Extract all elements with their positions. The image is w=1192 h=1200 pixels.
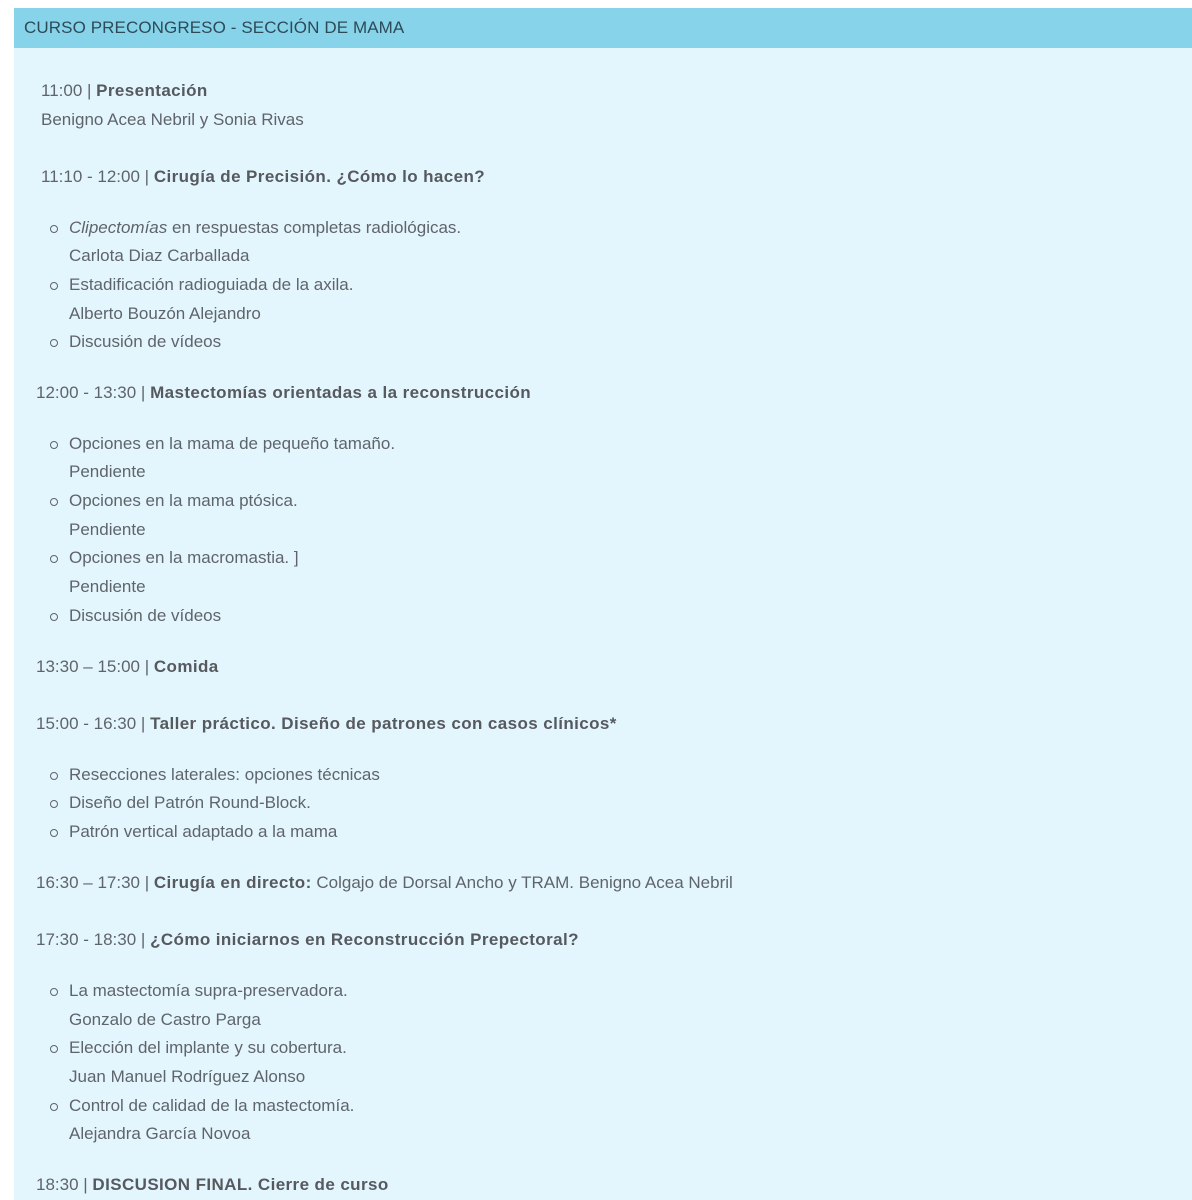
panel-header: CURSO PRECONGRESO - SECCIÓN DE MAMA xyxy=(14,8,1192,48)
item-speaker: Carlota Diaz Carballada xyxy=(69,246,250,265)
separator: | xyxy=(139,873,154,892)
circle-bullet-icon xyxy=(50,800,58,808)
separator: | xyxy=(82,81,97,100)
circle-bullet-icon xyxy=(50,225,58,233)
circle-bullet-icon xyxy=(50,441,58,449)
item-label: Patrón vertical adaptado a la mama xyxy=(69,822,338,841)
item-speaker: Alejandra García Novoa xyxy=(69,1124,251,1143)
list-item xyxy=(69,605,221,627)
session-title: Cirugía en directo: xyxy=(153,873,312,892)
session-heading xyxy=(36,1174,389,1196)
separator: | xyxy=(78,1175,93,1194)
circle-bullet-icon xyxy=(50,613,58,621)
item-label: Opciones en la mama ptósica. xyxy=(69,491,298,510)
item-label: Elección del implante y su cobertura. xyxy=(69,1038,347,1057)
item-label: Opciones en la macromastia. ] xyxy=(69,548,299,567)
list-item xyxy=(69,274,353,296)
session-title: Presentación xyxy=(96,81,208,100)
item-speaker: Gonzalo de Castro Parga xyxy=(69,1010,261,1029)
session-time: 12:00 - 13:30 xyxy=(36,383,137,402)
item-speaker: Pendiente xyxy=(69,462,146,481)
item-label: Diseño del Patrón Round-Block. xyxy=(69,793,311,812)
circle-bullet-icon xyxy=(50,1103,58,1111)
list-item xyxy=(69,433,395,455)
list-item xyxy=(69,217,461,239)
list-item xyxy=(69,1037,347,1059)
separator: | xyxy=(139,167,154,186)
session-title: DISCUSION FINAL. Cierre de curso xyxy=(92,1175,389,1194)
session-heading xyxy=(41,80,208,102)
session-time: 15:00 - 16:30 xyxy=(36,714,137,733)
list-item xyxy=(69,490,298,512)
item-emphasis: Clipectomías xyxy=(69,218,168,237)
list-item xyxy=(69,764,380,786)
circle-bullet-icon xyxy=(50,772,58,780)
session-title: Comida xyxy=(153,657,219,676)
circle-bullet-icon xyxy=(50,829,58,837)
list-item xyxy=(69,821,337,843)
session-heading xyxy=(36,656,219,678)
item-label: en respuestas completas radiológicas. xyxy=(167,218,462,237)
item-label: Control de calidad de la mastectomía. xyxy=(69,1096,355,1115)
session-time: 16:30 – 17:30 xyxy=(36,873,140,892)
list-item xyxy=(69,980,348,1002)
session-title: ¿Cómo iniciarnos en Reconstrucción Prepectoral? xyxy=(150,930,579,949)
session-time: 11:10 - 12:00 xyxy=(41,167,140,186)
session-time: 13:30 – 15:00 xyxy=(36,657,140,676)
circle-bullet-icon xyxy=(50,498,58,506)
session-heading xyxy=(36,872,733,894)
item-label: Resecciones laterales: opciones técnicas xyxy=(69,765,380,784)
list-item xyxy=(69,1095,354,1117)
item-label: Opciones en la mama de pequeño tamaño. xyxy=(69,434,396,453)
session-heading xyxy=(36,382,531,404)
item-speaker: Pendiente xyxy=(69,577,146,596)
session-title: Mastectomías orientadas a la reconstrucción xyxy=(150,383,532,402)
list-item xyxy=(69,792,311,814)
session-title: Taller práctico. Diseño de patrones con casos clínicos* xyxy=(150,714,617,733)
circle-bullet-icon xyxy=(50,555,58,563)
separator: | xyxy=(136,383,151,402)
circle-bullet-icon xyxy=(50,339,58,347)
separator: | xyxy=(136,714,151,733)
item-label: La mastectomía supra-preservadora. xyxy=(69,981,348,1000)
separator: | xyxy=(139,657,154,676)
session-time: 18:30 xyxy=(36,1175,79,1194)
session-heading xyxy=(36,929,579,951)
session-time: 11:00 xyxy=(41,81,83,100)
session-speaker: Benigno Acea Nebril y Sonia Rivas xyxy=(41,110,304,129)
circle-bullet-icon xyxy=(50,988,58,996)
item-label: Estadificación radioguiada de la axila. xyxy=(69,275,354,294)
list-item xyxy=(69,547,299,569)
item-speaker: Pendiente xyxy=(69,520,146,539)
list-item xyxy=(69,331,221,353)
item-speaker: Alberto Bouzón Alejandro xyxy=(69,304,261,323)
item-label: Discusión de vídeos xyxy=(69,332,222,351)
session-heading xyxy=(36,713,617,735)
session-time: 17:30 - 18:30 xyxy=(36,930,137,949)
session-heading xyxy=(41,166,485,188)
session-detail: Colgajo de Dorsal Ancho y TRAM. Benigno Acea Nebril xyxy=(311,873,733,892)
item-label: Discusión de vídeos xyxy=(69,606,222,625)
separator: | xyxy=(136,930,151,949)
circle-bullet-icon xyxy=(50,282,58,290)
session-title: Cirugía de Precisión. ¿Cómo lo hacen? xyxy=(153,167,486,186)
item-speaker: Juan Manuel Rodríguez Alonso xyxy=(69,1067,306,1086)
circle-bullet-icon xyxy=(50,1045,58,1053)
